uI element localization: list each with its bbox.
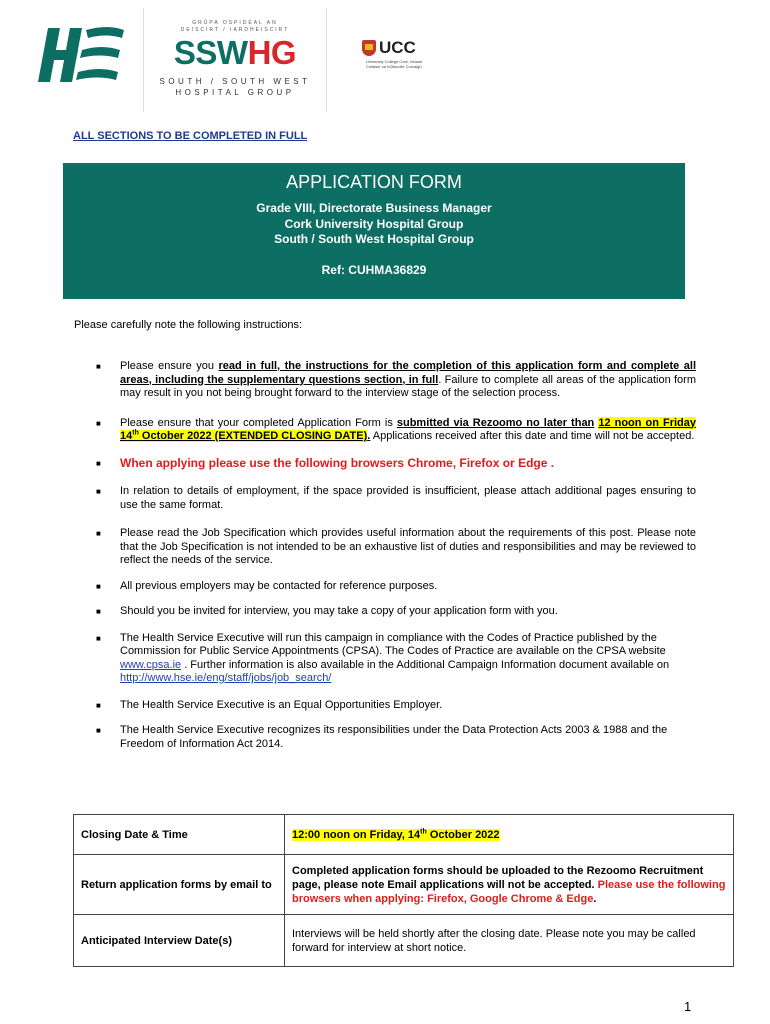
closing-sup: th — [420, 827, 427, 835]
ucc-crest-icon — [362, 40, 376, 56]
bullet-icon: ■ — [96, 607, 101, 616]
banner-group: South / South West Hospital Group — [274, 232, 474, 246]
b2-dot: . — [367, 430, 371, 442]
list-item — [96, 632, 696, 686]
b10: The Health Service Executive recognizes its responsibilities under the Data Protection Acts 2003 & 1988 and the Freedom of Information Act 2014. — [120, 724, 668, 750]
list-item — [96, 360, 696, 401]
sswhg-hg: HG — [247, 34, 297, 71]
banner-hospital: Cork University Hospital Group — [284, 216, 464, 231]
hse-logo-icon — [38, 24, 126, 86]
sswhg-logo — [143, 8, 327, 112]
ucc-name: UCC — [379, 38, 416, 57]
bullet-icon: ■ — [96, 458, 101, 468]
table-row — [74, 915, 734, 967]
b5: Please read the Job Specification which provides useful information about the requirements of this post. Please note that the Job Specification is not intended to be an exhaustive list of duties and responsibilities and may be reviewed to reflect the needs of the service. — [120, 527, 696, 566]
return-forms-dot: . — [593, 892, 597, 905]
list-item — [96, 580, 696, 594]
table-row — [74, 855, 734, 915]
sswhg-wordmark — [144, 36, 326, 70]
ucc-tag-line1: University College Cork, Ireland — [366, 59, 423, 64]
application-form-banner — [63, 163, 685, 299]
b7: Should you be invited for interview, you may take a copy of your application form with you. — [120, 605, 558, 617]
list-item — [96, 605, 696, 619]
instructions-intro: Please carefully note the following instructions: — [74, 319, 303, 331]
sswhg-sub-line1: SOUTH / SOUTH WEST — [159, 77, 311, 86]
hse-jobs-link[interactable]: http://www.hse.ie/eng/staff/jobs/job_search/ — [120, 672, 332, 684]
instructions-list — [96, 360, 696, 751]
b2-pre: Please ensure that your completed Application Form is — [120, 416, 397, 429]
ucc-tag-line2: Coláiste na hOllscoile Corcaigh — [366, 64, 422, 69]
b2-hl-a: 12 noon on Friday 14 — [120, 416, 696, 442]
ucc-tagline — [366, 59, 446, 69]
b8-pre: The Health Service Executive will run this campaign in compliance with the Codes of Practice published by the Commission for Public Service Appointments (CPSA). The Codes of Practice are available on the CPSA website — [120, 631, 666, 657]
page-number: 1 — [684, 999, 692, 1014]
b1-bold: read in full, the instructions for the completion of this application form and complete all areas, including the supplementary questions section, in full — [120, 360, 696, 386]
banner-ref: Ref: CUHMA36829 — [321, 262, 427, 277]
bullet-icon: ■ — [96, 726, 101, 735]
b3-browsers: When applying please use the following browsers Chrome, Firefox or Edge . — [120, 455, 555, 470]
list-item — [96, 699, 696, 713]
interview-date-label: Anticipated Interview Date(s) — [74, 915, 285, 967]
return-forms-label: Return application forms by email to — [74, 855, 285, 915]
list-item — [96, 724, 696, 751]
list-item — [96, 485, 696, 512]
bullet-icon: ■ — [96, 581, 101, 591]
list-item — [96, 417, 696, 444]
sswhg-ss: SSW — [173, 34, 248, 71]
bullet-icon: ■ — [96, 633, 101, 643]
closing-a: 12:00 noon on Friday, 14 — [292, 828, 421, 841]
b8-mid: . Further information is also available in the Additional Campaign Information document available on — [181, 658, 670, 671]
b2-hl-sup: th — [132, 429, 139, 437]
sswhg-irish-line2: DEISCIRT / IARDHEISCIRT — [180, 27, 290, 33]
closing-b: October 2022 — [426, 828, 500, 841]
bullet-icon: ■ — [96, 700, 101, 710]
list-item — [96, 527, 696, 568]
b6: All previous employers may be contacted for reference purposes. — [120, 579, 438, 592]
banner-title: APPLICATION FORM — [286, 172, 462, 192]
interview-date-value: Interviews will be held shortly after the closing date. Please note you may be called forward for interview at short notice. — [285, 915, 734, 967]
b1-pre: Please ensure you — [120, 360, 219, 372]
banner-grade: Grade VIII, Directorate Business Manager — [256, 201, 492, 215]
closing-date-label: Closing Date & Time — [74, 815, 285, 855]
table-row — [74, 815, 734, 855]
bullet-icon: ■ — [96, 487, 101, 496]
list-item — [96, 457, 696, 472]
bullet-icon: ■ — [96, 418, 101, 428]
b4: In relation to details of employment, if the space provided is insufficient, please attach additional pages ensuring to use the same format. — [120, 485, 696, 511]
b2-hl-b: October 2022 (EXTENDED CLOSING DATE) — [138, 430, 368, 442]
all-sections-notice: ALL SECTIONS TO BE COMPLETED IN FULL — [73, 130, 308, 142]
cpsa-link[interactable]: www.cpsa.ie — [120, 658, 182, 671]
key-dates-table — [73, 814, 734, 967]
return-forms-value — [285, 855, 734, 915]
bullet-icon: ■ — [96, 362, 101, 371]
closing-date-value — [285, 815, 734, 855]
b2-underlined: submitted via Rezoomo no later than — [396, 416, 595, 429]
return-forms-text: Completed application forms should be uploaded to the Rezoomo Recruitment page, please note Email applications will not be accepted. — [292, 864, 704, 891]
sswhg-irish-line1: GRÚPA OSPIDÉAL AN — [192, 20, 278, 26]
b9: The Health Service Executive is an Equal Opportunities Employer. — [120, 698, 443, 711]
b2-post: Applications received after this date and time will not be accepted. — [370, 430, 695, 442]
sswhg-sub-line2: HOSPITAL GROUP — [175, 88, 295, 97]
header-logos — [0, 0, 770, 120]
b1-post: . Failure to complete all areas of the application form may result in you not being brought forward to the interview stage of the selection process. — [120, 373, 696, 399]
return-forms-browsers: Please use the following browsers when applying: Firefox, Google Chrome & Edge — [292, 878, 726, 905]
bullet-icon: ■ — [96, 529, 101, 538]
